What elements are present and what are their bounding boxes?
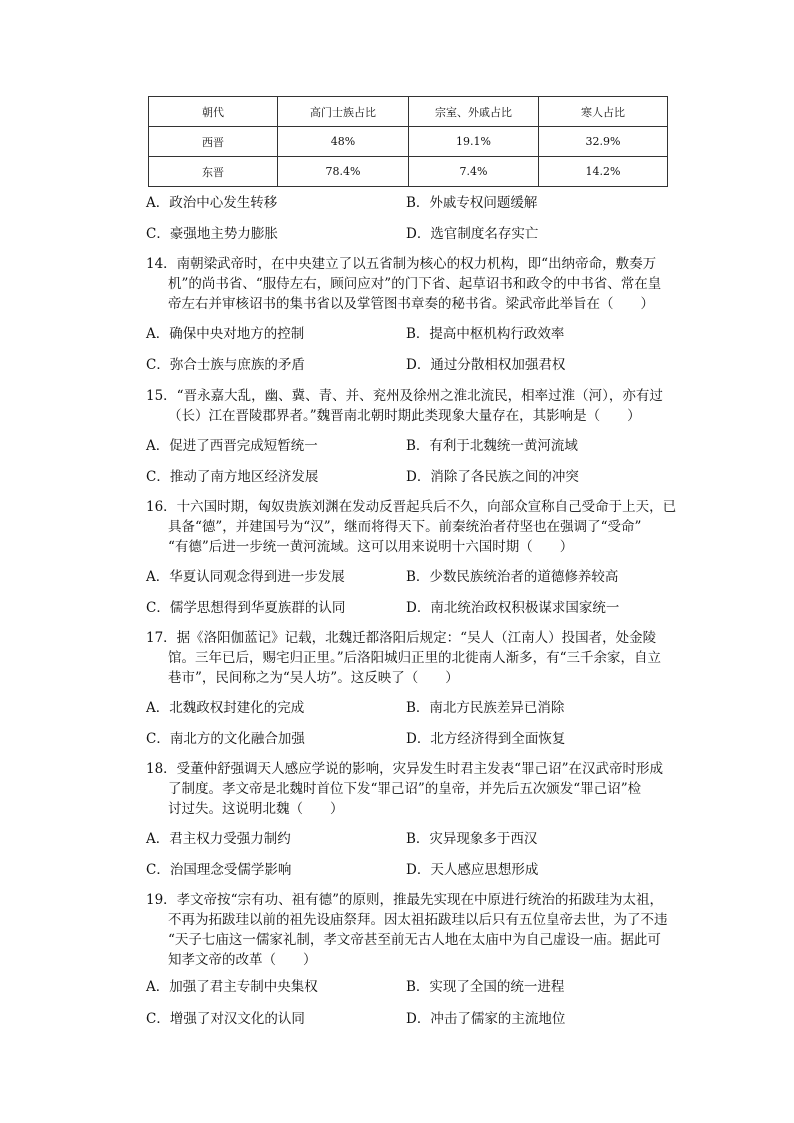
q17-option-a[interactable]: A．北魏政权封建化的完成	[146, 700, 305, 716]
q13-option-c[interactable]: C．豪强地主势力膨胀	[146, 226, 278, 242]
q19-option-c[interactable]: C．增强了对汉文化的认同	[146, 1011, 305, 1027]
q13-option-d[interactable]: D．选官制度名存实亡	[406, 226, 539, 242]
q14-option-c[interactable]: C．弥合士族与庶族的矛盾	[146, 357, 305, 373]
table-cell: 东晋	[149, 157, 278, 187]
question-line: “天子七庙这一儒家礼制，孝文帝甚至前无古人地在太庙中为自己虚设一庙。据此可	[168, 932, 661, 948]
q18-option-c[interactable]: C．治国理念受儒学影响	[146, 862, 292, 878]
q19-option-d[interactable]: D．冲击了儒家的主流地位	[406, 1011, 566, 1027]
table-cell: 32.9%	[539, 127, 668, 157]
question-line: 15．“晋永嘉大乱，幽、冀、青、并、兖州及徐州之淮北流民，相率过淮（河），亦有过	[146, 388, 663, 404]
question-line: 馆。三年已后，赐宅归正里。”后洛阳城归正里的北徙南人渐多，有“三千余家，自立	[168, 650, 662, 666]
q18-option-d[interactable]: D．天人感应思想形成	[406, 862, 539, 878]
question-17-stem	[146, 628, 676, 688]
q13-option-a[interactable]: A．政治中心发生转移	[146, 195, 278, 211]
question-18-stem	[146, 759, 676, 819]
q19-option-b[interactable]: B．实现了全国的统一进程	[406, 979, 565, 995]
table-row	[149, 127, 668, 157]
table-cell: 西晋	[149, 127, 278, 157]
q16-option-b[interactable]: B．少数民族统治者的道德修养较高	[406, 569, 619, 585]
q16-option-d[interactable]: D．南北统治政权积极谋求国家统一	[406, 600, 620, 616]
question-line: 17．据《洛阳伽蓝记》记载，北魏迁都洛阳后规定：“吴人（江南人）投国者，处金陵	[146, 630, 657, 646]
table-header-cell: 宗室、外戚占比	[409, 97, 539, 127]
table-cell: 14.2%	[539, 157, 668, 187]
question-line: 19．孝文帝按“宗有功、祖有德”的原则，推最先实现在中原进行统治的拓跋珪为太祖，	[146, 892, 663, 908]
q14-option-b[interactable]: B．提高中枢机构行政效率	[406, 326, 565, 342]
q15-option-c[interactable]: C．推动了南方地区经济发展	[146, 469, 319, 485]
q17-option-d[interactable]: D．北方经济得到全面恢复	[406, 731, 566, 747]
q14-option-a[interactable]: A．确保中央对地方的控制	[146, 326, 305, 342]
statistics-table	[148, 96, 668, 187]
question-line: 讨过失。这说明北魏（ ）	[168, 801, 344, 817]
q17-option-c[interactable]: C．南北方的文化融合加强	[146, 731, 305, 747]
table-header-cell: 寒人占比	[539, 97, 668, 127]
question-15-stem	[146, 386, 676, 426]
q15-option-d[interactable]: D．消除了各民族之间的冲突	[406, 469, 579, 485]
question-line: 了制度。孝文帝是北魏时首位下发“罪己诏”的皇帝，并先后五次颁发“罪己诏”检	[168, 781, 642, 797]
q17-option-b[interactable]: B．南北方民族差异已消除	[406, 700, 565, 716]
q14-option-d[interactable]: D．通过分散相权加强君权	[406, 357, 566, 373]
q18-option-a[interactable]: A．君主权力受强力制约	[146, 831, 291, 847]
question-line: 知孝文帝的改革（ ）	[168, 952, 317, 968]
q19-option-a[interactable]: A．加强了君主专制中央集权	[146, 979, 318, 995]
table-cell: 7.4%	[409, 157, 539, 187]
question-line: 具备“德”，并建国号为“汉”，继而将得天下。前秦统治者苻坚也在强调了“受命”	[168, 519, 642, 535]
question-line: 机”的尚书省、“服侍左右，顾问应对”的门下省、起草诏书和政令的中书省、常在皇	[168, 276, 662, 292]
table-header-cell: 朝代	[149, 97, 278, 127]
question-line: 不再为拓跋珪以前的祖先设庙祭拜。因太祖拓跋珪以后只有五位皇帝去世，为了不违	[168, 912, 668, 928]
question-14-stem	[146, 254, 676, 314]
q16-option-a[interactable]: A．华夏认同观念得到进一步发展	[146, 569, 345, 585]
table-cell: 48%	[278, 127, 409, 157]
table-header-cell: 高门士族占比	[278, 97, 409, 127]
question-line: 18．受董仲舒强调天人感应学说的影响，灾异发生时君主发表“罪己诏”在汉武帝时形成	[146, 761, 663, 777]
table-header-row	[149, 97, 668, 127]
q13-option-b[interactable]: B．外戚专权问题缓解	[406, 195, 538, 211]
q15-option-b[interactable]: B．有利于北魏统一黄河流域	[406, 438, 578, 454]
question-line: （长）江在晋陵郡界者。”魏晋南北朝时期此类现象大量存在，其影响是（ ）	[168, 408, 641, 424]
question-19-stem	[146, 890, 676, 970]
question-16-stem	[146, 497, 676, 557]
q16-option-c[interactable]: C．儒学思想得到华夏族群的认同	[146, 600, 346, 616]
q15-option-a[interactable]: A．促进了西晋完成短暂统一	[146, 438, 318, 454]
table-row	[149, 157, 668, 187]
question-line: 帝左右并审核诏书的集书省以及掌管图书章奏的秘书省。梁武帝此举旨在（ ）	[168, 296, 654, 312]
question-line: 16．十六国时期，匈奴贵族刘渊在发动反晋起兵后不久，向部众宣称自己受命于上天，已	[146, 499, 677, 515]
question-line: 14．南朝梁武帝时，在中央建立了以五省制为核心的权力机构，即“出纳帝命，敷奏万	[146, 256, 657, 272]
q18-option-b[interactable]: B．灾异现象多于西汉	[406, 831, 538, 847]
table-cell: 78.4%	[278, 157, 409, 187]
question-line: “有德”后进一步统一黄河流域。这可以用来说明十六国时期（ ）	[168, 539, 574, 555]
question-line: 巷市”，民间称之为“吴人坊”。这反映了（ ）	[168, 670, 459, 686]
table-cell: 19.1%	[409, 127, 539, 157]
